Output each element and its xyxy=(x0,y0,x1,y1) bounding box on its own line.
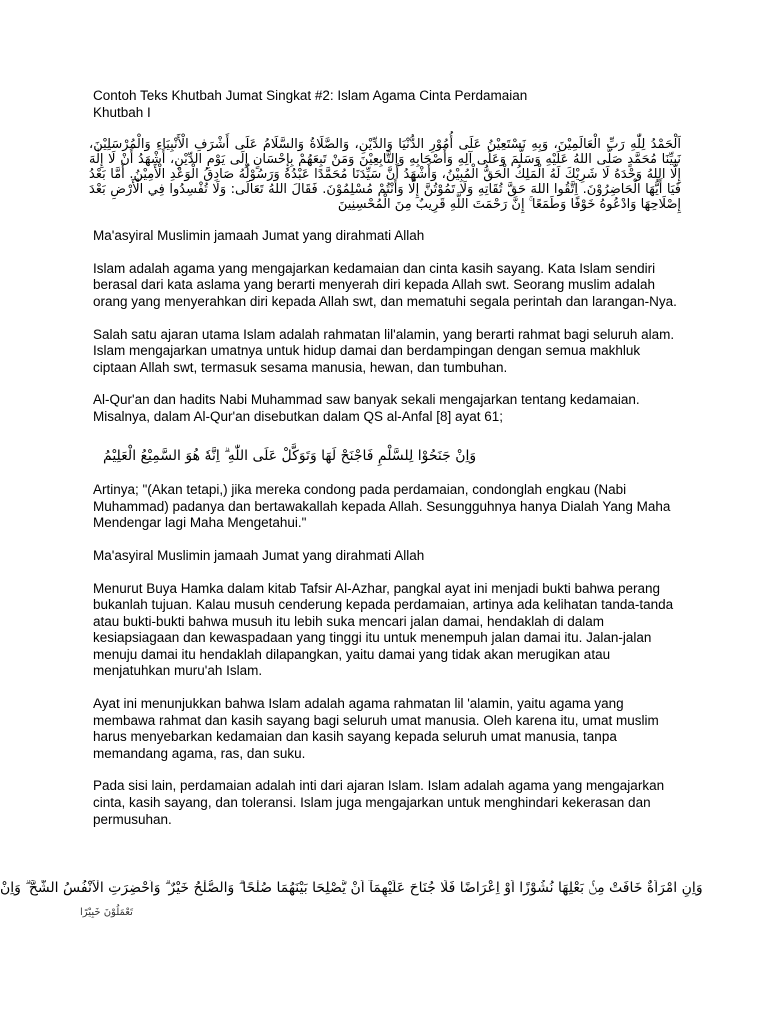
opening-arabic-text: اَلْحَمْدُ لِلّٰهِ رَبِّ الْعَالَمِيْنَ، وَبِهِ نَسْتَعِيْنُ عَلَى أُمُوْرِ الدُّنْيَا وَالدِّيْنِ، وَالصَّلَاةُ وَالسَّلَامُ عَلَى أَشْرَفِ الْأَنْبِيَاءِ وَالْمُرْسَلِيْنَ، نَبِيِّنَا مُحَمَّدٍ صَلَّى اللهُ عَلَيْهِ وَسَلَّمَ وَعَلَى آلِهِ وَأَصْحَابِهِ وَالتَّابِعِيْنَ وَمَنْ تَبِعَهُمْ بِإِحْسَانٍ إِلَى يَوْمِ الدِّيْنِ، أَشْهَدُ أَنْ لَا إِلٰهَ إِلَّا اللهُ وَحْدَهُ لَا شَرِيْكَ لَهُ الْمَلِكُ الْحَقُّ الْمُبِيْنُ، وَأَشْهَدُ أَنَّ سَيِّدَنَا مُحَمَّدًا عَبْدُهُ وَرَسُوْلُهُ صَادِقُ الْوَعْدِ الْأَمِيْنُ. أَمَّا بَعْدُ فَيَا أَيُّهَا الْحَاضِرُوْنَ. اِتَّقُوا اللهَ حَقَّ تُقَاتِهِ وَلَا تَمُوْتُنَّ إِلَّا وَأَنْتُمْ مُسْلِمُوْنَ. فَقَالَ اللهُ تَعَالَى: وَلَا تُفْسِدُوا فِي الْأَرْضِ بَعْدَ إِصْلَاحِهَا وَادْعُوهُ خَوْفًا وَطَمَعًا ۚ إِنَّ رَحْمَتَ اللَّهِ قَرِيبٌ مِنَ الْمُحْسِنِينَ xyxy=(89,137,681,213)
quran-verse-bottom-continuation: تَعْمَلُوْنَ خَبِيْرًا xyxy=(80,907,133,918)
paragraph: Al-Qur'an dan hadits Nabi Muhammad saw banyak sekali mengajarkan tentang kedamaian. Misalnya, dalam Al-Qur'an disebutkan dalam QS al-Anfal [8] ayat 61; xyxy=(93,392,640,424)
paragraph: Ayat ini menunjukkan bahwa Islam adalah agama rahmatan lil 'alamin, yaitu agama yang membawa rahmat dan kasih sayang bagi seluruh umat manusia. Oleh karena itu, umat muslim harus menyebarkan kedamaian dan kasih sayang kepada seluruh umat manusia, tanpa memandang agama, ras, dan suku. xyxy=(93,696,659,761)
quran-verse-anfal-61: وَاِنْ جَنَحُوْا لِلسَّلْمِ فَاجْنَحْ لَهَا وَتَوَكَّلْ عَلَى اللّٰهِ ۗ اِنَّهٗ هُوَ السَّمِيْعُ الْعَلِيْمُ xyxy=(103,447,477,464)
paragraph: Salah satu ajaran utama Islam adalah rahmatan lil'alamin, yang berarti rahmat bagi seluruh alam. Islam mengajarkan umatnya untuk hidup damai dan berdampingan dengan semua makhluk ciptaan Allah swt, termasuk sesama manusia, hewan, dan tumbuhan. xyxy=(93,326,675,375)
verse-translation: Artinya; "(Akan tetapi,) jika mereka condong pada perdamaian, condonglah engkau (Nabi Muhammad) padanya dan bertawakallah kepada Allah. Sesungguhnya hanya Dialah Yang Maha Mendengar lagi Maha Mengetahui." xyxy=(93,482,671,531)
document-title: Contoh Teks Khutbah Jumat Singkat #2: Islam Agama Cinta Perdamaian xyxy=(93,88,528,103)
paragraph: Pada sisi lain, perdamaian adalah inti dari ajaran Islam. Islam adalah agama yang mengajarkan cinta, kasih sayang, dan toleransi. Islam juga mengajarkan untuk menghindari kekerasan dan permusuhan. xyxy=(93,778,665,827)
address-line: Ma'asyiral Muslimin jamaah Jumat yang dirahmati Allah xyxy=(93,547,425,563)
address-line: Ma'asyiral Muslimin jamaah Jumat yang dirahmati Allah xyxy=(93,228,425,244)
paragraph: Menurut Buya Hamka dalam kitab Tafsir Al-Azhar, pangkal ayat ini menjadi bukti bahwa perang bukanlah tujuan. Kalau musuh cenderung kepada perdamaian, artinya ada kelihatan tanda-tanda atau bukti-bukti bahwa musuh itu lebih suka mencari jalan damai, hendaklah di dalam kesiapsiagaan dan kewaspadaan yang tinggi itu untuk menempuh jalan damai itu. Jalan-jalan menuju damai itu hendaklah dilapangkan, yaitu damai yang tidak akan merugikan atau menjatuhkan muru'ah Islam. xyxy=(93,580,674,679)
paragraph: Islam adalah agama yang mengajarkan kedamaian dan cinta kasih sayang. Kata Islam sendiri berasal dari kata aslama yang berarti menyerah diri kepada Allah swt. Seorang muslim adalah orang yang menyerahkan diri kepada Allah swt, dan mematuhi segala perintah dan larangan-Nya. xyxy=(93,260,677,309)
khutbah-label: Khutbah I xyxy=(93,104,151,120)
quran-verse-bottom: وَاِنِ امْرَاَةٌ خَافَتْ مِنْۢ بَعْلِهَا نُشُوْزًا اَوْ اِعْرَاضًا فَلَا جُنَاحَ عَلَيْهِمَآ اَنْ يُّصْلِحَا بَيْنَهُمَا صُلْحًا ۗ وَالصُّلْحُ خَيْرٌ ۗ وَاُحْضِرَتِ الْاَنْفُسُ الشُّحَّ ۗ وَاِنْ xyxy=(0,880,703,896)
document-page xyxy=(89,88,681,828)
